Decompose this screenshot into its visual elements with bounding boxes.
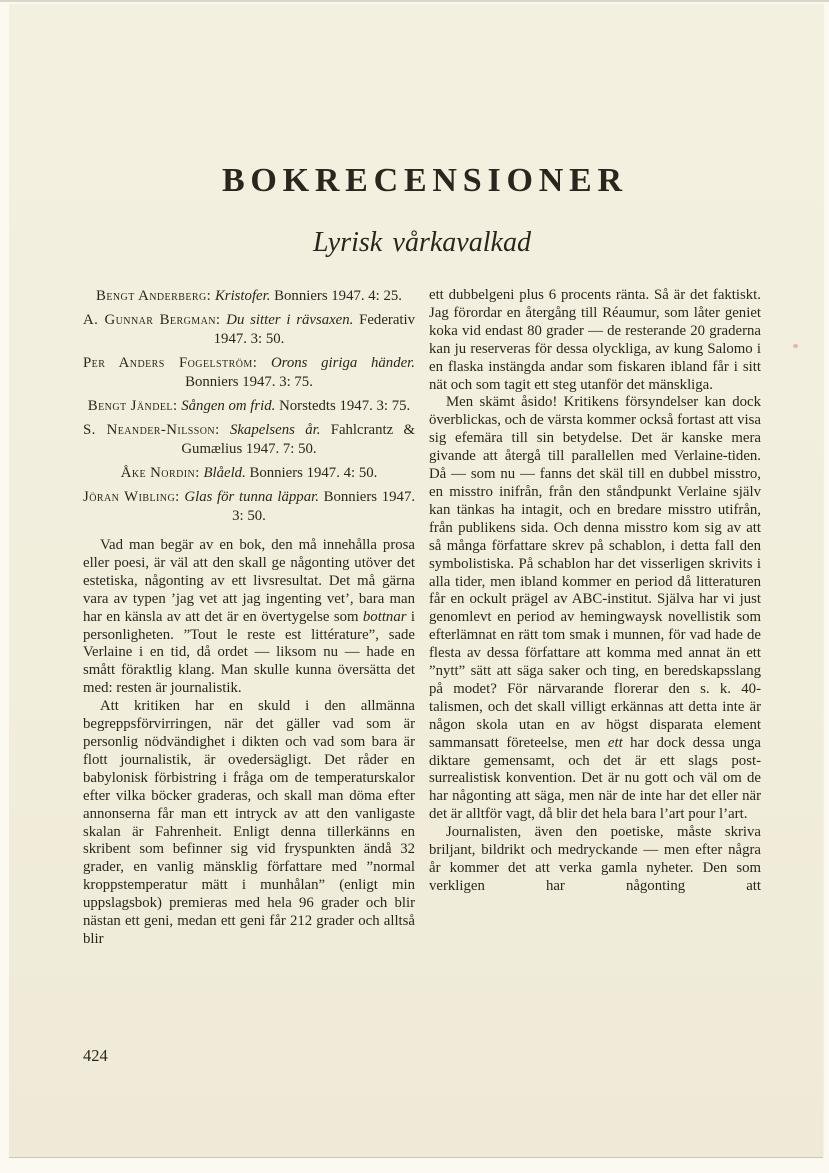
bib-imprint: Federativ 1947. 3: 50. — [213, 312, 416, 347]
bibliography-entry — [83, 311, 415, 349]
bib-book-title: Glas för tunna läppar. — [184, 489, 319, 505]
article-title: Lyrisk vårkavalkad — [313, 227, 531, 258]
bibliography-entry — [83, 488, 415, 526]
bib-imprint: Bonniers 1947. 4: 25. — [274, 288, 402, 304]
page-number: 424 — [83, 1046, 108, 1065]
body-paragraph — [429, 287, 761, 394]
bib-book-title: Sången om frid. — [181, 398, 276, 414]
bib-imprint: Bonniers 1947. 4: 50. — [249, 465, 378, 481]
bib-imprint: Bonniers 1947. 3: 75. — [185, 374, 313, 390]
emphasized-text: bottnar — [362, 608, 407, 625]
body-text: i personligheten. ”Tout le reste est littérature”, sade Verlaine i en tid, då ordet — liksom nu — hade en smått föraktlig klang. Man skulle kunna översätta det med: resten är journalistik. — [83, 608, 416, 697]
book-page — [9, 4, 823, 1157]
right-column — [429, 287, 761, 949]
bibliography — [83, 287, 415, 526]
body-text: Journalisten, även den poetiske, måste skriva briljant, bildrikt och medryckande — men efter några år kommer det att verka gamla nyheter. Den som verkligen har någonting att — [429, 824, 761, 894]
bib-imprint: Norstedts 1947. 3: 75. — [279, 398, 411, 414]
body-paragraph — [429, 824, 761, 896]
left-column — [83, 287, 415, 949]
body-text: Vad man begär av en bok, den må innehålla prosa eller poesi, är väl att den skall ge någonting utöver det estetiska, någonting av ett livsresultat. Det må gärna vara av typen ’jag vet att jag ingenting vet’, bara man har en känsla av att det är en övertygelse som — [83, 537, 415, 625]
bib-author: Bengt Jändel: — [87, 398, 178, 414]
bib-imprint: Bonniers 1947. 3: 50. — [232, 489, 416, 524]
body-paragraph — [83, 537, 415, 698]
bibliography-entry — [83, 287, 415, 306]
page-content — [83, 4, 761, 949]
body-text: har dock dessa unga diktare gemensamt, och det är ett slags post-surrealistisk konvention. Det är nu gott och väl om de har någonting att säga, men när de inte har det eller när det är alltför vagt, då blir det hela bara l’art pour l’art. — [429, 734, 761, 823]
emphasized-text: ett — [607, 734, 623, 751]
bib-author: S. Neander-Nilsson: — [83, 422, 220, 438]
bib-author: Per Anders Fogelström: — [83, 355, 258, 371]
scan-edge — [0, 0, 829, 2]
right-column-body — [429, 287, 761, 896]
bibliography-entry — [83, 397, 415, 416]
left-column-body — [83, 537, 415, 949]
body-text: Att kritiken har en skuld i den allmänna begreppsförvirringen, när det gäller vad som är personlig nödvändighet i dikten och vad som bara är flott journalistik, är ovedersägligt. Det råder en babylonisk förbistring i fråga om de temperaturskalor efter vilka böcker graderas, och skall man döma efter annonserna får man ett intryck av att den vanligaste skalan är Fahrenheit. Enligt denna tillerkänns en skribent som befinner sig vid fryspunkten ändå 32 grader, en vanlig mänsklig författare med ”normal kroppstemperatur mätt i munhålan” (enligt min uppslagsbok) premieras med hela 96 grader och blir nästan ett geni, medan ett geni får 212 grader och alltså blir — [83, 698, 415, 947]
bibliography-entry — [83, 421, 415, 459]
bibliography-entry — [83, 464, 415, 483]
bibliography-entry — [83, 354, 415, 392]
section-title: BOKRECENSIONER — [221, 162, 628, 199]
bib-author: Åke Nordin: — [120, 465, 200, 481]
bib-author: A. Gunnar Bergman: — [83, 312, 221, 328]
body-text: Men skämt åsido! Kritikens försyndelser kan dock överblickas, och de värsta kommer också fortast att visa sig efemära till sin betydelse. Det är kanske mera givande att återgå till parallellen med Verlaine-tiden. Då — som nu — fanns det skäl till en dubbel misstro, en misstro inifrån, från den ståndpunkt Verlaine själv kan tänkas ha intagit, och en bredare misstro utifrån, från publikens sida. Och denna misstro kom sig av att så många författare skrev på schablon, i detta fall den symbolistiska. På schablon har det visserligen skrivits i alla tider, men ibland kommer en period då litteraturen får en ockult prägel av ABC-institut. Själva har vi just genomlevt en period av hemingwaysk novellistik som efterlämnat en rätt tom smak i munnen, för vad hade de flesta av dessa författare att komma med annat än ett ”nytt” sätt att säga saker och ting, en beredskapsslang på modet? För närvarande florerar den s. k. 40-talismen, och det skall villigt erkännas att detta inte är någon skola utan en av högst disparata element sammansatt företeelse, men — [429, 394, 761, 751]
body-text: ett dubbelgeni plus 6 procents ränta. Så är det faktiskt. Jag förordar en återgång till Réaumur, som låter geniet koka vid endast 80 grader — de resterande 20 graderna kan ju reserveras för dessa olyckliga, av kung Salomo i en flaska instängda andar som fiskaren ibland får i sitt nät och som tagit ett steg utanför det mänskliga. — [429, 287, 761, 393]
bib-author: Jöran Wibling: — [83, 489, 180, 505]
bib-book-title: Skapelsens år. — [229, 422, 321, 438]
two-column-layout — [83, 287, 761, 949]
body-paragraph — [429, 394, 761, 824]
bib-book-title: Kristofer. — [214, 288, 271, 304]
body-paragraph — [83, 698, 415, 949]
bib-imprint: Fahlcrantz & Gumælius 1947. 7: 50. — [181, 422, 416, 457]
bib-book-title: Blåeld. — [203, 465, 246, 481]
paper-speck — [793, 344, 798, 348]
bib-book-title: Du sitter i rävsaxen. — [226, 312, 354, 328]
bib-book-title: Orons giriga händer. — [270, 355, 415, 371]
bib-author: Bengt Anderberg: — [96, 288, 212, 304]
